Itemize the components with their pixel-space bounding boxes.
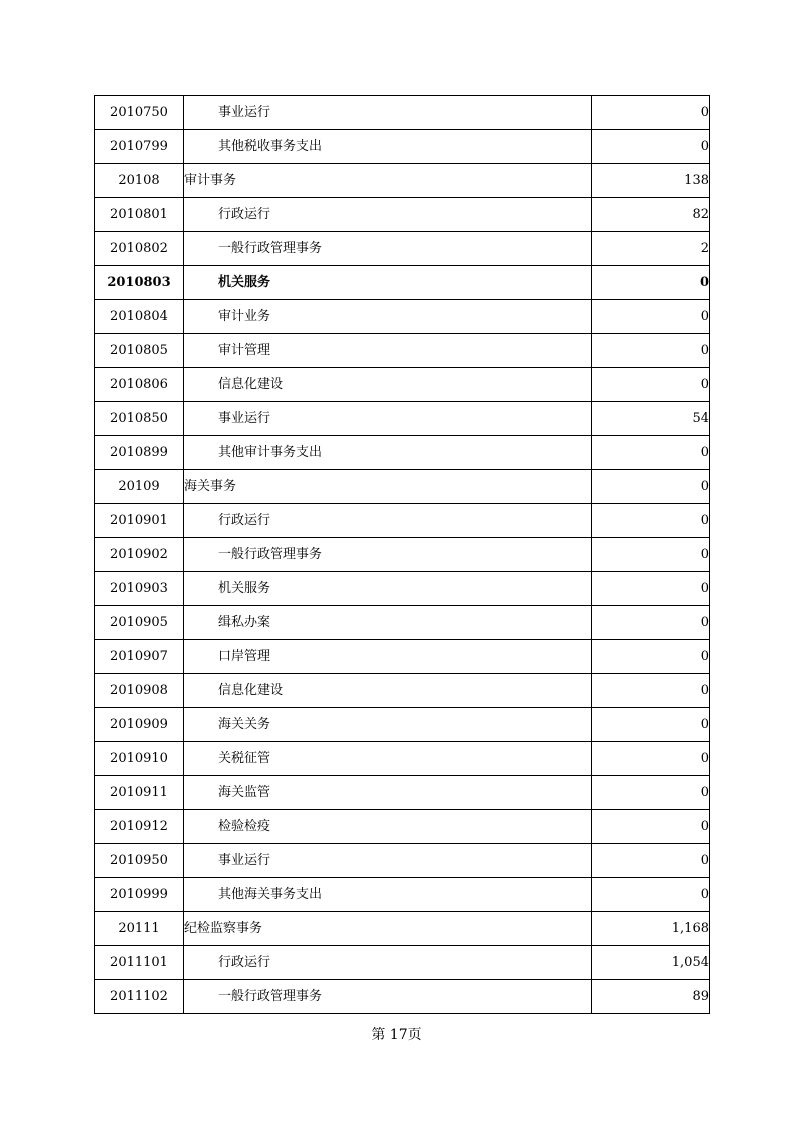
budget-table-body [95, 96, 710, 1014]
subject-code-cell: 2010804 [95, 300, 184, 334]
amount-cell: 0 [592, 334, 710, 368]
subject-code-cell: 2010907 [95, 640, 184, 674]
subject-code-cell: 2010750 [95, 96, 184, 130]
table-row [95, 266, 710, 300]
subject-code-cell: 2010802 [95, 232, 184, 266]
table-row [95, 232, 710, 266]
table-row [95, 946, 710, 980]
amount-cell: 0 [592, 96, 710, 130]
subject-name-cell: 关税征管 [184, 742, 592, 776]
subject-name-cell: 机关服务 [184, 572, 592, 606]
subject-code-cell: 2010799 [95, 130, 184, 164]
amount-cell: 0 [592, 300, 710, 334]
subject-name-cell: 审计业务 [184, 300, 592, 334]
table-row [95, 96, 710, 130]
table-row [95, 776, 710, 810]
page-number: 第 17页 [371, 1027, 422, 1043]
table-row [95, 504, 710, 538]
subject-code-cell: 2010950 [95, 844, 184, 878]
amount-cell: 0 [592, 640, 710, 674]
table-row [95, 436, 710, 470]
amount-cell: 0 [592, 776, 710, 810]
amount-cell: 0 [592, 436, 710, 470]
subject-code-cell: 2010912 [95, 810, 184, 844]
amount-cell: 2 [592, 232, 710, 266]
table-row [95, 980, 710, 1014]
amount-cell: 0 [592, 606, 710, 640]
subject-code-cell: 2010909 [95, 708, 184, 742]
subject-name-cell: 事业运行 [184, 402, 592, 436]
subject-code-cell: 2010903 [95, 572, 184, 606]
amount-cell: 0 [592, 470, 710, 504]
amount-cell: 0 [592, 844, 710, 878]
subject-code-cell: 2011102 [95, 980, 184, 1014]
table-row [95, 334, 710, 368]
subject-code-cell: 2010803 [95, 266, 184, 300]
subject-code-cell: 2010850 [95, 402, 184, 436]
subject-code-cell: 2010908 [95, 674, 184, 708]
subject-name-cell: 信息化建设 [184, 674, 592, 708]
table-row [95, 198, 710, 232]
budget-table [94, 95, 710, 1014]
table-row [95, 368, 710, 402]
amount-cell: 0 [592, 810, 710, 844]
subject-name-cell: 事业运行 [184, 96, 592, 130]
amount-cell: 0 [592, 878, 710, 912]
subject-name-cell: 口岸管理 [184, 640, 592, 674]
table-row [95, 810, 710, 844]
subject-name-cell: 信息化建设 [184, 368, 592, 402]
amount-cell: 138 [592, 164, 710, 198]
subject-code-cell: 20109 [95, 470, 184, 504]
table-row [95, 912, 710, 946]
subject-code-cell: 2010805 [95, 334, 184, 368]
subject-code-cell: 2010910 [95, 742, 184, 776]
subject-name-cell: 审计事务 [184, 164, 592, 198]
subject-code-cell: 2011101 [95, 946, 184, 980]
table-row [95, 708, 710, 742]
table-row [95, 572, 710, 606]
subject-code-cell: 20111 [95, 912, 184, 946]
table-row [95, 402, 710, 436]
subject-code-cell: 2010901 [95, 504, 184, 538]
subject-name-cell: 行政运行 [184, 504, 592, 538]
subject-name-cell: 其他审计事务支出 [184, 436, 592, 470]
subject-name-cell: 缉私办案 [184, 606, 592, 640]
subject-code-cell: 2010801 [95, 198, 184, 232]
subject-name-cell: 一般行政管理事务 [184, 538, 592, 572]
subject-name-cell: 其他海关事务支出 [184, 878, 592, 912]
amount-cell: 0 [592, 368, 710, 402]
amount-cell: 0 [592, 504, 710, 538]
subject-code-cell: 20108 [95, 164, 184, 198]
amount-cell: 82 [592, 198, 710, 232]
table-row [95, 674, 710, 708]
amount-cell: 89 [592, 980, 710, 1014]
subject-name-cell: 一般行政管理事务 [184, 980, 592, 1014]
subject-name-cell: 行政运行 [184, 198, 592, 232]
subject-code-cell: 2010902 [95, 538, 184, 572]
subject-name-cell: 海关关务 [184, 708, 592, 742]
subject-name-cell: 事业运行 [184, 844, 592, 878]
table-row [95, 606, 710, 640]
amount-cell: 54 [592, 402, 710, 436]
subject-name-cell: 行政运行 [184, 946, 592, 980]
subject-name-cell: 一般行政管理事务 [184, 232, 592, 266]
subject-code-cell: 2010911 [95, 776, 184, 810]
table-row [95, 538, 710, 572]
subject-name-cell: 海关事务 [184, 470, 592, 504]
subject-name-cell: 纪检监察事务 [184, 912, 592, 946]
subject-name-cell: 其他税收事务支出 [184, 130, 592, 164]
table-row [95, 878, 710, 912]
subject-name-cell: 检验检疫 [184, 810, 592, 844]
amount-cell: 0 [592, 742, 710, 776]
subject-code-cell: 2010806 [95, 368, 184, 402]
table-row [95, 640, 710, 674]
table-row [95, 742, 710, 776]
amount-cell: 0 [592, 708, 710, 742]
amount-cell: 0 [592, 674, 710, 708]
table-row [95, 470, 710, 504]
subject-code-cell: 2010899 [95, 436, 184, 470]
subject-name-cell: 海关监管 [184, 776, 592, 810]
amount-cell: 0 [592, 572, 710, 606]
subject-name-cell: 审计管理 [184, 334, 592, 368]
table-row [95, 164, 710, 198]
table-row [95, 130, 710, 164]
amount-cell: 0 [592, 538, 710, 572]
amount-cell: 1,168 [592, 912, 710, 946]
subject-name-cell: 机关服务 [184, 266, 592, 300]
table-row [95, 300, 710, 334]
amount-cell: 0 [592, 266, 710, 300]
table-row [95, 844, 710, 878]
subject-code-cell: 2010905 [95, 606, 184, 640]
amount-cell: 1,054 [592, 946, 710, 980]
subject-code-cell: 2010999 [95, 878, 184, 912]
amount-cell: 0 [592, 130, 710, 164]
